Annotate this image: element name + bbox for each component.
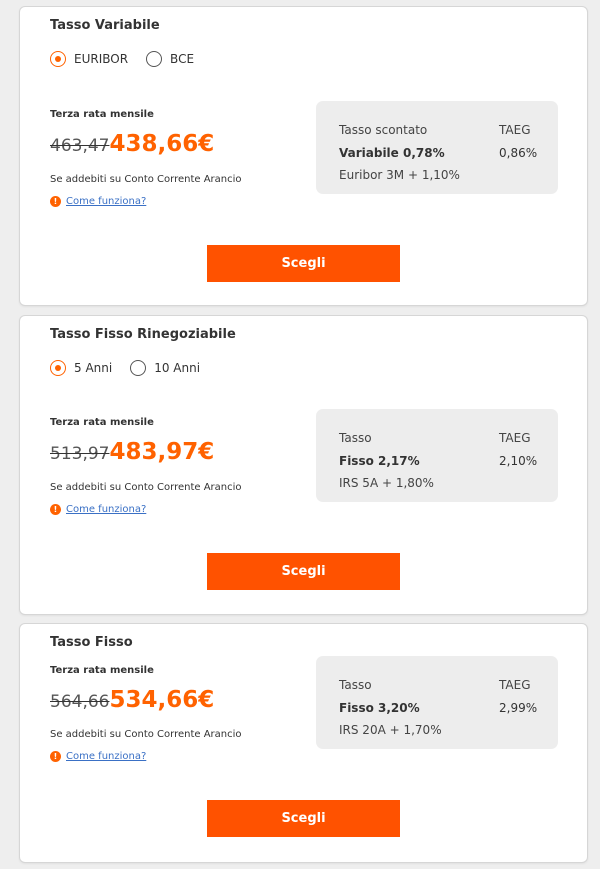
- scegli-button[interactable]: Scegli: [207, 800, 400, 837]
- rate-reference: IRS 20A + 1,70%: [339, 723, 442, 737]
- how-it-works: [50, 196, 146, 207]
- rate-value: Variabile 0,78%: [339, 146, 445, 160]
- radio-unchecked-icon[interactable]: [130, 360, 146, 376]
- radio-10-anni[interactable]: [130, 360, 200, 376]
- new-price: 483,97€: [109, 439, 215, 465]
- taeg-label: TAEG: [499, 123, 531, 137]
- card-title: Tasso Fisso Rinegoziabile: [50, 327, 236, 342]
- how-it-works: [50, 751, 146, 762]
- how-it-works-link[interactable]: Come funziona?: [66, 196, 147, 207]
- taeg-value: 2,10%: [499, 454, 538, 468]
- rata-label: Terza rata mensile: [50, 109, 154, 120]
- how-it-works: [50, 504, 146, 515]
- rate-box: [316, 101, 558, 194]
- radio-euribor[interactable]: [50, 51, 128, 67]
- radio-label: EURIBOR: [74, 52, 129, 66]
- radio-checked-icon[interactable]: [50, 360, 66, 376]
- price: [50, 131, 214, 157]
- card-tasso-fisso: [19, 623, 588, 863]
- rate-reference: IRS 5A + 1,80%: [339, 476, 434, 490]
- radio-label: 5 Anni: [74, 361, 113, 375]
- radio-unchecked-icon[interactable]: [146, 51, 162, 67]
- rate-box: [316, 656, 558, 749]
- card-tasso-variabile: [19, 6, 588, 306]
- card-title: Tasso Fisso: [50, 635, 133, 650]
- new-price: 534,66€: [109, 687, 215, 713]
- taeg-label: TAEG: [499, 678, 531, 692]
- old-price: 564,66: [50, 692, 110, 712]
- info-icon: !: [50, 196, 61, 207]
- price: [50, 687, 214, 713]
- rate-label: Tasso scontato: [339, 123, 428, 137]
- price: [50, 439, 214, 465]
- new-price: 438,66€: [109, 131, 215, 157]
- scegli-button[interactable]: Scegli: [207, 553, 400, 590]
- info-icon: !: [50, 751, 61, 762]
- taeg-value: 2,99%: [499, 701, 538, 715]
- radio-5-anni[interactable]: [50, 360, 112, 376]
- duration-radio-group: [50, 360, 218, 376]
- card-title: Tasso Variabile: [50, 18, 160, 33]
- radio-label: 10 Anni: [154, 361, 201, 375]
- addebito-note: Se addebiti su Conto Corrente Arancio: [50, 482, 242, 493]
- rate-label: Tasso: [339, 678, 372, 692]
- rate-reference: Euribor 3M + 1,10%: [339, 168, 460, 182]
- scegli-button[interactable]: Scegli: [207, 245, 400, 282]
- old-price: 463,47: [50, 136, 110, 156]
- how-it-works-link[interactable]: Come funziona?: [66, 504, 147, 515]
- taeg-value: 0,86%: [499, 146, 538, 160]
- taeg-label: TAEG: [499, 431, 531, 445]
- radio-label: BCE: [170, 52, 195, 66]
- rate-box: [316, 409, 558, 502]
- addebito-note: Se addebiti su Conto Corrente Arancio: [50, 729, 242, 740]
- rate-label: Tasso: [339, 431, 372, 445]
- rate-type-radio-group: [50, 51, 212, 67]
- rata-label: Terza rata mensile: [50, 417, 154, 428]
- how-it-works-link[interactable]: Come funziona?: [66, 751, 147, 762]
- radio-checked-icon[interactable]: [50, 51, 66, 67]
- addebito-note: Se addebiti su Conto Corrente Arancio: [50, 174, 242, 185]
- radio-bce[interactable]: [146, 51, 194, 67]
- rate-value: Fisso 2,17%: [339, 454, 420, 468]
- rata-label: Terza rata mensile: [50, 665, 154, 676]
- rate-value: Fisso 3,20%: [339, 701, 420, 715]
- card-tasso-fisso-rinegoziabile: [19, 315, 588, 615]
- old-price: 513,97: [50, 444, 110, 464]
- info-icon: !: [50, 504, 61, 515]
